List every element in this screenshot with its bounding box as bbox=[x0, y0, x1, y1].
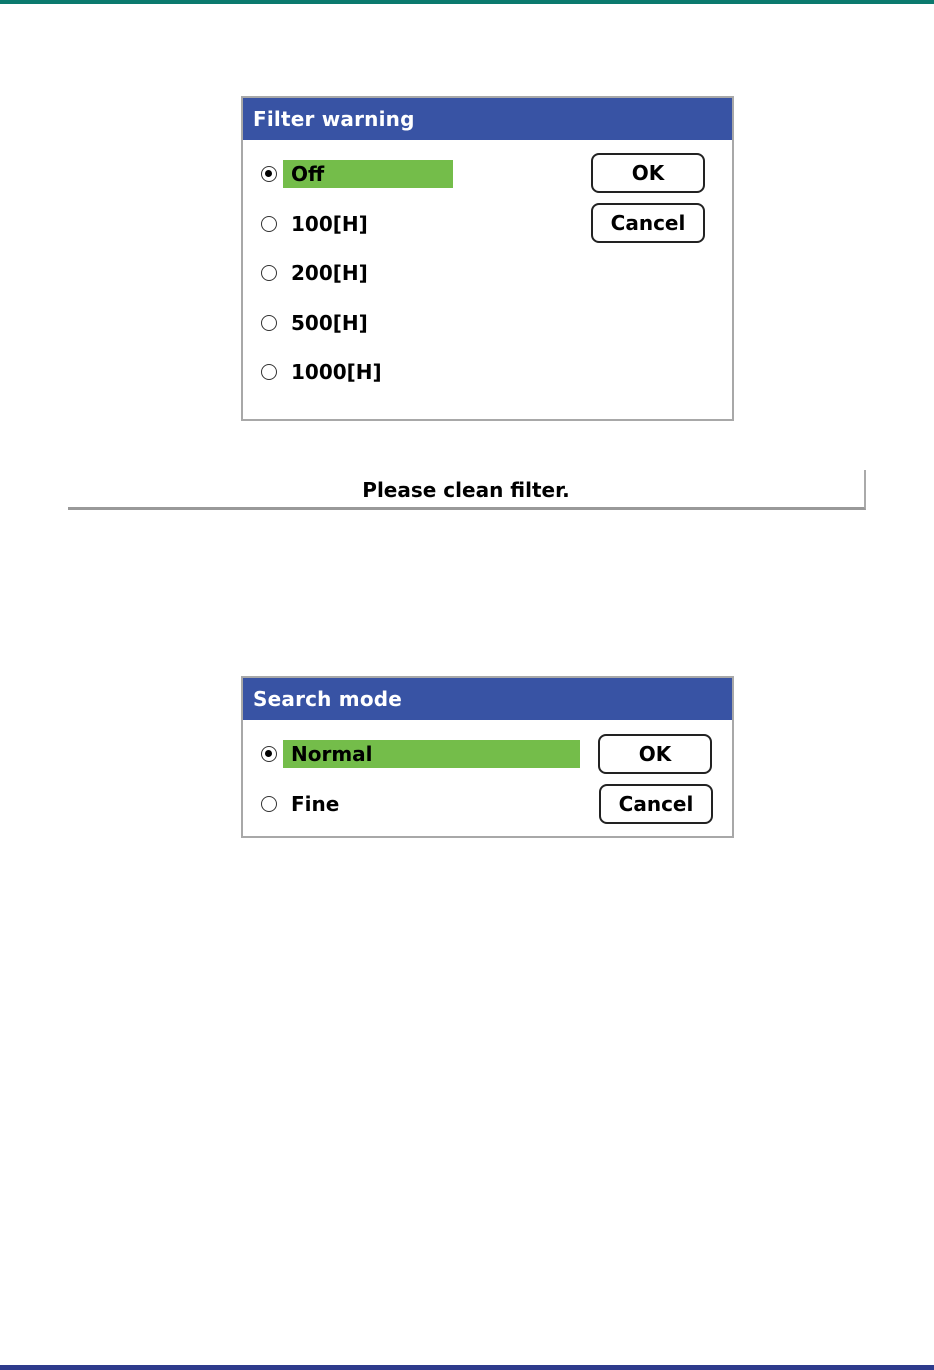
radio-icon[interactable] bbox=[261, 265, 277, 281]
search-mode-dialog bbox=[241, 676, 734, 838]
dialog-title: Filter warning bbox=[243, 98, 732, 140]
option-label: 100[H] bbox=[291, 212, 368, 236]
option-normal[interactable] bbox=[261, 740, 580, 768]
option-1000h[interactable] bbox=[261, 358, 382, 386]
option-label: Normal bbox=[283, 740, 580, 768]
radio-icon[interactable] bbox=[261, 796, 277, 812]
radio-icon[interactable] bbox=[261, 216, 277, 232]
filter-message-bar: Please clean filter. bbox=[68, 470, 866, 510]
option-200h[interactable] bbox=[261, 259, 368, 287]
ok-button[interactable]: OK bbox=[591, 153, 705, 193]
option-500h[interactable] bbox=[261, 309, 368, 337]
cancel-button[interactable]: Cancel bbox=[599, 784, 713, 824]
option-label: Off bbox=[283, 160, 453, 188]
ok-button[interactable]: OK bbox=[598, 734, 712, 774]
radio-icon[interactable] bbox=[261, 315, 277, 331]
radio-checked-icon[interactable] bbox=[261, 166, 277, 182]
dialog-title: Search mode bbox=[243, 678, 732, 720]
option-fine[interactable] bbox=[261, 790, 339, 818]
top-rule bbox=[0, 0, 934, 4]
option-label: 200[H] bbox=[291, 261, 368, 285]
option-100h[interactable] bbox=[261, 210, 368, 238]
cancel-button[interactable]: Cancel bbox=[591, 203, 705, 243]
option-label: 500[H] bbox=[291, 311, 368, 335]
option-label: Fine bbox=[291, 792, 340, 816]
radio-icon[interactable] bbox=[261, 364, 277, 380]
option-off[interactable] bbox=[261, 160, 453, 188]
radio-checked-icon[interactable] bbox=[261, 746, 277, 762]
filter-warning-dialog bbox=[241, 96, 734, 421]
option-label: 1000[H] bbox=[291, 360, 382, 384]
bottom-rule bbox=[0, 1365, 934, 1370]
